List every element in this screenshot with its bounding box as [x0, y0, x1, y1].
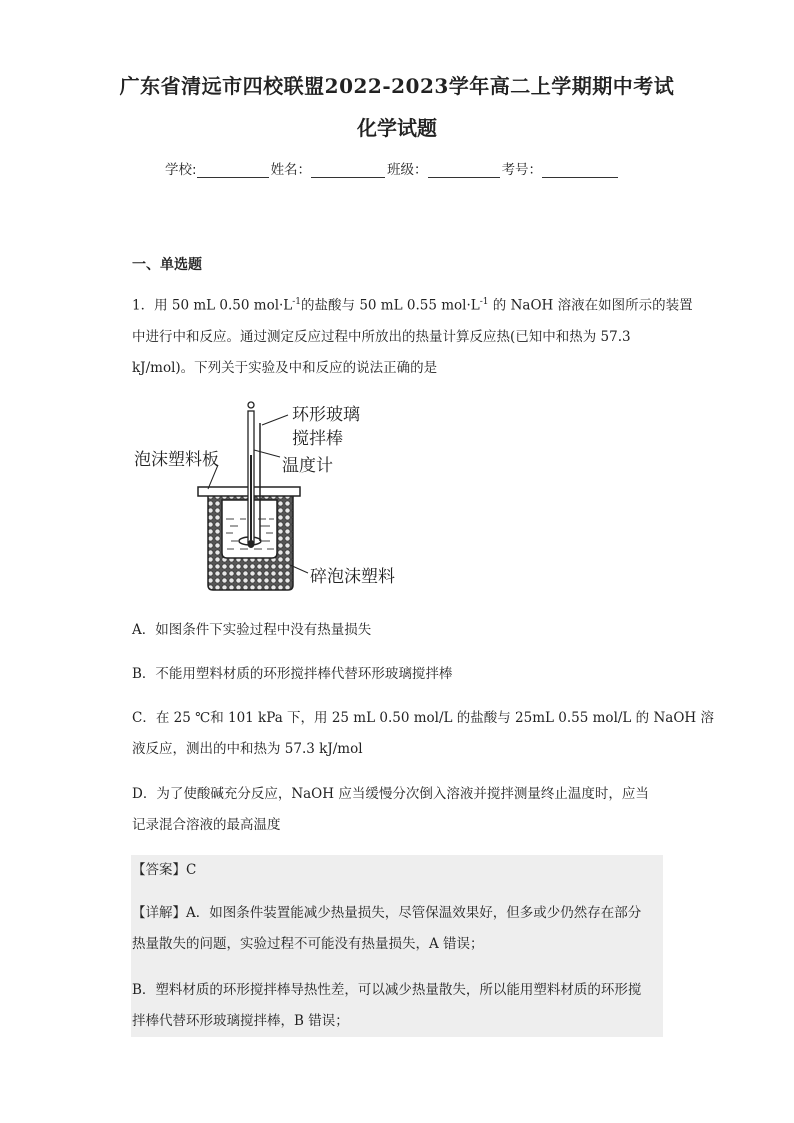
thermometer-leader — [254, 450, 280, 457]
question-text: 用 50 mL 0.50 mol·L — [154, 297, 293, 314]
student-info-row — [165, 158, 620, 178]
answer-detail — [132, 898, 662, 960]
option-d-line-2: 记录混合溶液的最高温度 — [132, 817, 281, 833]
superscript: -1 — [479, 297, 489, 307]
question-number: 1． — [132, 297, 155, 314]
section-title: 一、单选题 — [132, 257, 202, 273]
label-thermometer: 温度计 — [282, 456, 333, 476]
name-field[interactable] — [311, 161, 385, 178]
option-b[interactable]: B．不能用塑料材质的环形搅拌棒代替环形玻璃搅拌棒 — [132, 666, 453, 682]
option-a[interactable]: A．如图条件下实验过程中没有热量损失 — [132, 622, 372, 638]
question-text: 的盐酸与 50 mL 0.55 mol·L — [301, 297, 480, 314]
question-line-2: 中进行中和反应。通过测定反应过程中所放出的热量计算反应热(已知中和热为 57.3 — [132, 328, 631, 345]
stirrer-leader — [262, 415, 288, 425]
superscript: -1 — [292, 297, 302, 307]
question-text: 的 NaOH 溶液在如图所示的装置 — [488, 297, 693, 314]
thermometer-top — [248, 402, 254, 408]
class-field[interactable] — [428, 161, 500, 178]
page-title: 广东省清远市四校联盟2022-2023学年高二上学期期中考试 — [119, 74, 675, 98]
label-stirrer-1: 环形玻璃 — [292, 405, 360, 425]
option-c-line-2: 液反应，测出的中和热为 57.3 kJ/mol — [132, 741, 363, 757]
question-line-1 — [132, 287, 693, 322]
detail-line-1: 【详解】A．如图条件装置能减少热量损失，尽管保温效果好，但多或少仍然存在部分 — [132, 905, 642, 921]
question-stem — [132, 287, 693, 384]
label-foam-pieces: 碎泡沫塑料 — [310, 567, 395, 587]
class-label: 班级： — [387, 162, 428, 178]
school-field[interactable] — [197, 161, 269, 178]
option-c-line-1: C．在 25 ℃和 101 kPa 下，用 25 mL 0.50 mol/L 的盐酸与 25mL 0.55 mol/L 的 NaOH 溶 — [132, 710, 714, 726]
answer-line: 【答案】C — [132, 862, 197, 878]
page-subtitle: 化学试题 — [357, 116, 437, 140]
answer-detail-b — [132, 975, 662, 1037]
id-field[interactable] — [542, 161, 618, 178]
option-d[interactable] — [132, 779, 662, 841]
school-label: 学校: — [165, 162, 197, 178]
thermometer-bulb — [248, 540, 255, 548]
option-c[interactable] — [132, 703, 714, 765]
id-label: 考号： — [501, 162, 543, 178]
name-label: 姓名： — [270, 162, 312, 178]
label-foam-board: 泡沫塑料板 — [134, 450, 219, 470]
option-d-line-1: D．为了使酸碱充分反应，NaOH 应当缓慢分次倒入溶液并搅拌测量终止温度时，应当 — [132, 786, 649, 802]
detail-line-2: 热量散失的问题，实验过程不可能没有热量损失，A 错误； — [132, 936, 484, 952]
calorimeter-figure — [130, 395, 420, 595]
detail-line-4: 拌棒代替环形玻璃搅拌棒，B 错误； — [132, 1013, 349, 1029]
detail-line-3: B．塑料材质的环形搅拌棒导热性差，可以减少热量散失，所以能用塑料材质的环形搅 — [132, 982, 642, 998]
label-stirrer-2: 搅拌棒 — [292, 429, 343, 449]
question-line-3: kJ/mol)。下列关于实验及中和反应的说法正确的是 — [132, 359, 438, 376]
